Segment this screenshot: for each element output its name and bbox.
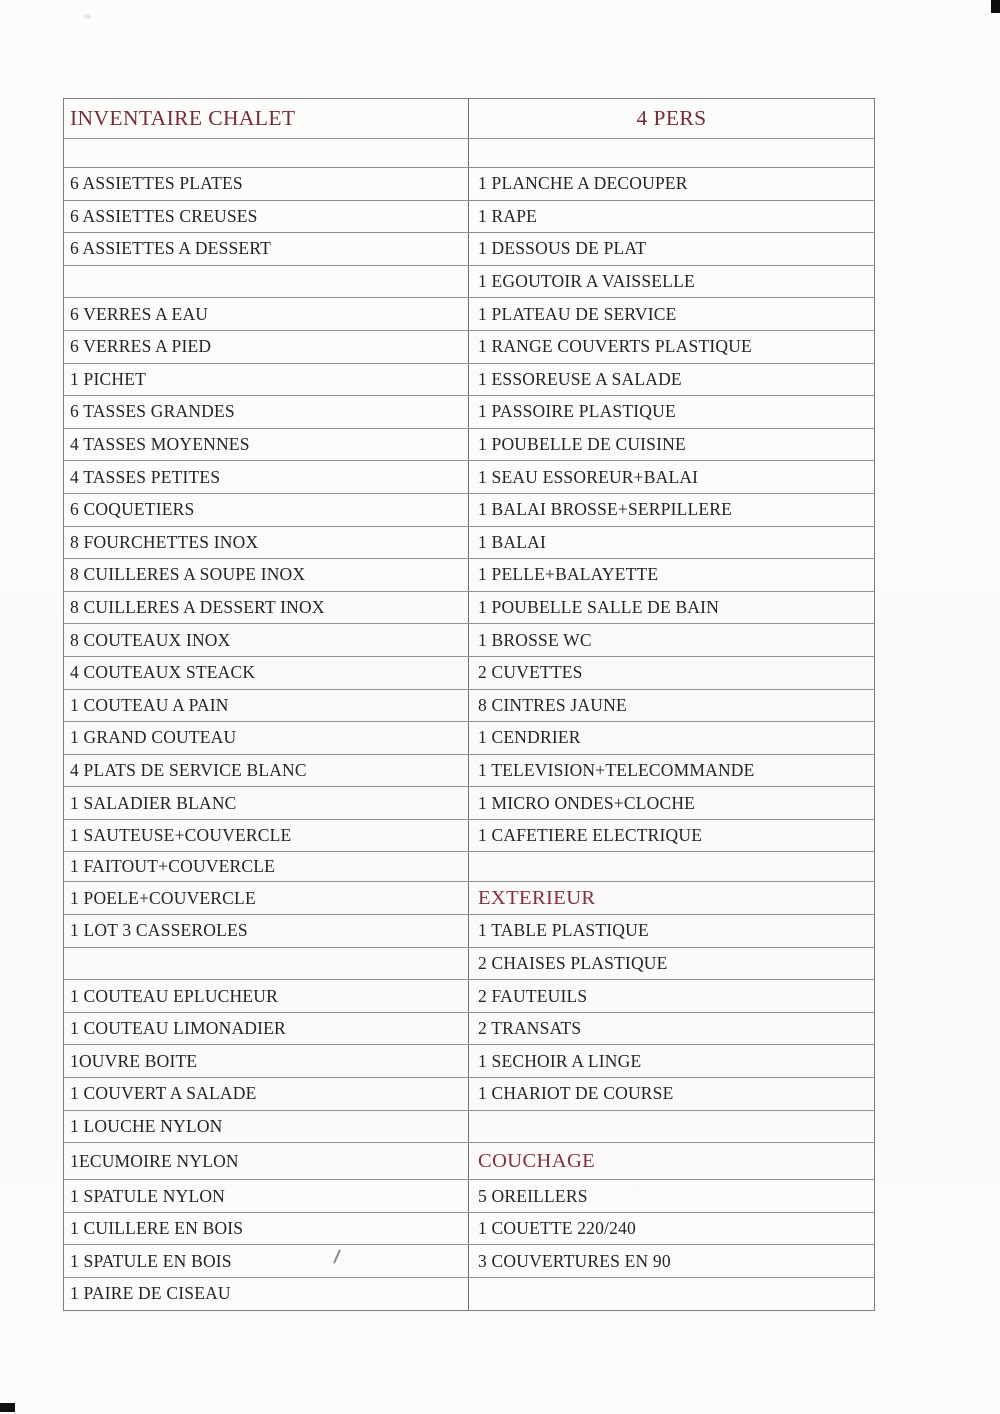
inventory-item-right: 1 PLANCHE A DECOUPER bbox=[468, 168, 874, 200]
inventory-item-right: 1 PLATEAU DE SERVICE bbox=[468, 298, 874, 330]
scan-artifact-top-right bbox=[991, 0, 1000, 13]
table-row bbox=[64, 851, 874, 881]
inventory-item-left bbox=[64, 139, 468, 167]
inventory-item-left: 1 SPATULE NYLON bbox=[70, 1185, 226, 1206]
table-header-row bbox=[64, 99, 874, 138]
table-row bbox=[64, 200, 874, 233]
scan-artifact-bottom-left bbox=[0, 1403, 15, 1412]
inventory-item-left: 4 TASSES MOYENNES bbox=[70, 434, 250, 455]
table-row bbox=[64, 656, 874, 689]
inventory-item-left: 4 PLATS DE SERVICE BLANC bbox=[70, 759, 307, 780]
inventory-item-right: 8 CINTRES JAUNE bbox=[468, 690, 874, 722]
inventory-item-right: 1 BALAI BROSSE+SERPILLERE bbox=[468, 494, 874, 526]
inventory-item-left: 1 COUTEAU A PAIN bbox=[70, 694, 229, 715]
table-row bbox=[64, 721, 874, 754]
inventory-item-left: 1ECUMOIRE NYLON bbox=[70, 1150, 239, 1171]
inventory-item-right: 1 RANGE COUVERTS PLASTIQUE bbox=[468, 331, 874, 363]
table-row bbox=[64, 558, 874, 591]
inventory-item-right: 1 COUETTE 220/240 bbox=[468, 1213, 874, 1245]
inventory-item-left: 1 SALADIER BLANC bbox=[70, 792, 237, 813]
table-row bbox=[64, 1142, 874, 1179]
scan-smudge bbox=[84, 14, 91, 19]
inventory-item-left: 1 PICHET bbox=[70, 368, 146, 389]
table-row bbox=[64, 689, 874, 722]
inventory-item-right: 1 MICRO ONDES+CLOCHE bbox=[468, 787, 874, 819]
inventory-item-left: 1 GRAND COUTEAU bbox=[70, 727, 237, 748]
inventory-item-right: 2 FAUTEUILS bbox=[468, 980, 874, 1012]
inventory-item-left: 8 FOURCHETTES INOX bbox=[70, 531, 259, 552]
table-row bbox=[64, 1212, 874, 1245]
table-row bbox=[64, 395, 874, 428]
table-row bbox=[64, 526, 874, 559]
inventory-item-right: 1 TABLE PLASTIQUE bbox=[468, 915, 874, 947]
inventory-item-left: 1 PAIRE DE CISEAU bbox=[70, 1283, 231, 1304]
table-row bbox=[64, 914, 874, 947]
table-row bbox=[64, 754, 874, 787]
inventory-item-right: 1 PELLE+BALAYETTE bbox=[468, 559, 874, 591]
inventory-item-right: 1 POUBELLE SALLE DE BAIN bbox=[468, 592, 874, 624]
inventory-item-left: 1 CUILLERE EN BOIS bbox=[70, 1218, 244, 1239]
inventory-item-right: 1 CAFETIERE ELECTRIQUE bbox=[468, 820, 874, 852]
table-title: INVENTAIRE CHALET bbox=[70, 106, 296, 130]
inventory-item-right: 1 SECHOIR A LINGE bbox=[468, 1045, 874, 1077]
inventory-item-left: 6 ASSIETTES A DESSERT bbox=[70, 238, 272, 259]
inventory-item-left: 1 COUVERT A SALADE bbox=[70, 1083, 257, 1104]
inventory-item-left: 6 COQUETIERS bbox=[70, 499, 195, 520]
inventory-item-right: 2 CHAISES PLASTIQUE bbox=[468, 948, 874, 980]
table-row bbox=[64, 1244, 874, 1277]
table-row bbox=[64, 819, 874, 852]
inventory-item-right: 1 BALAI bbox=[468, 527, 874, 559]
inventory-item-right: 1 SEAU ESSOREUR+BALAI bbox=[468, 461, 874, 493]
inventory-item-left: 4 TASSES PETITES bbox=[70, 466, 221, 487]
table-row bbox=[64, 623, 874, 656]
inventory-item-right: 1 ESSOREUSE A SALADE bbox=[468, 364, 874, 396]
spacer-row bbox=[64, 138, 874, 167]
inventory-item-right: 1 PASSOIRE PLASTIQUE bbox=[468, 396, 874, 428]
inventory-item-right bbox=[468, 1111, 874, 1143]
inventory-item-left: 1 FAITOUT+COUVERCLE bbox=[70, 856, 276, 877]
inventory-item-left: 1 LOT 3 CASSEROLES bbox=[70, 920, 248, 941]
inventory-item-right: 2 TRANSATS bbox=[468, 1013, 874, 1045]
inventory-item-left bbox=[64, 266, 468, 298]
inventory-item-left: 6 ASSIETTES CREUSES bbox=[70, 205, 258, 226]
inventory-item-left: 1 SAUTEUSE+COUVERCLE bbox=[70, 825, 292, 846]
table-row bbox=[64, 1110, 874, 1143]
table-row bbox=[64, 1044, 874, 1077]
table-row bbox=[64, 947, 874, 980]
table-row bbox=[64, 1179, 874, 1212]
table-row bbox=[64, 493, 874, 526]
table-row bbox=[64, 786, 874, 819]
inventory-item-right: 2 CUVETTES bbox=[468, 657, 874, 689]
inventory-item-right bbox=[468, 1278, 874, 1310]
table-row bbox=[64, 297, 874, 330]
table-row bbox=[64, 265, 874, 298]
table-row bbox=[64, 979, 874, 1012]
section-heading: COUCHAGE bbox=[468, 1143, 874, 1179]
inventory-item-left: 1 LOUCHE NYLON bbox=[70, 1115, 223, 1136]
inventory-item-left: 4 COUTEAUX STEACK bbox=[70, 662, 256, 683]
inventory-item-left: 1 POELE+COUVERCLE bbox=[70, 887, 256, 908]
inventory-item-right: 1 BROSSE WC bbox=[468, 624, 874, 656]
inventory-item-left: 1 COUTEAU EPLUCHEUR bbox=[70, 985, 278, 1006]
inventory-item-right: 1 TELEVISION+TELECOMMANDE bbox=[468, 755, 874, 787]
table-row bbox=[64, 1277, 874, 1310]
inventory-item-left: 8 COUTEAUX INOX bbox=[70, 629, 231, 650]
inventory-item-left: 1OUVRE BOITE bbox=[70, 1050, 198, 1071]
inventory-table bbox=[63, 98, 875, 1311]
capacity-header: 4 PERS bbox=[468, 99, 874, 138]
inventory-item-right: 1 RAPE bbox=[468, 201, 874, 233]
inventory-item-left: 6 VERRES A EAU bbox=[70, 303, 209, 324]
table-row bbox=[64, 167, 874, 200]
inventory-item-right bbox=[468, 139, 874, 167]
table-row bbox=[64, 881, 874, 914]
inventory-item-left: 6 TASSES GRANDES bbox=[70, 401, 235, 422]
table-row bbox=[64, 363, 874, 396]
table-row bbox=[64, 232, 874, 265]
inventory-item-left: 8 CUILLERES A SOUPE INOX bbox=[70, 564, 306, 585]
inventory-item-left: 6 VERRES A PIED bbox=[70, 336, 212, 357]
inventory-item-right bbox=[468, 852, 874, 881]
inventory-item-right: 1 POUBELLE DE CUISINE bbox=[468, 429, 874, 461]
inventory-item-right: 1 CHARIOT DE COURSE bbox=[468, 1078, 874, 1110]
table-row bbox=[64, 1012, 874, 1045]
section-heading: EXTERIEUR bbox=[468, 882, 874, 914]
inventory-item-left: 8 CUILLERES A DESSERT INOX bbox=[70, 597, 325, 618]
inventory-item-right: 1 CENDRIER bbox=[468, 722, 874, 754]
table-row bbox=[64, 330, 874, 363]
inventory-item-right: 5 OREILLERS bbox=[468, 1180, 874, 1212]
table-row bbox=[64, 1077, 874, 1110]
inventory-item-left: 6 ASSIETTES PLATES bbox=[70, 173, 243, 194]
inventory-item-left bbox=[64, 948, 468, 980]
table-row bbox=[64, 591, 874, 624]
table-row bbox=[64, 460, 874, 493]
inventory-item-left: 1 COUTEAU LIMONADIER bbox=[70, 1018, 286, 1039]
table-row bbox=[64, 428, 874, 461]
inventory-item-right: 1 DESSOUS DE PLAT bbox=[468, 233, 874, 265]
inventory-item-right: 3 COUVERTURES EN 90 bbox=[468, 1245, 874, 1277]
inventory-item-left: 1 SPATULE EN BOIS bbox=[70, 1250, 232, 1271]
inventory-item-right: 1 EGOUTOIR A VAISSELLE bbox=[468, 266, 874, 298]
